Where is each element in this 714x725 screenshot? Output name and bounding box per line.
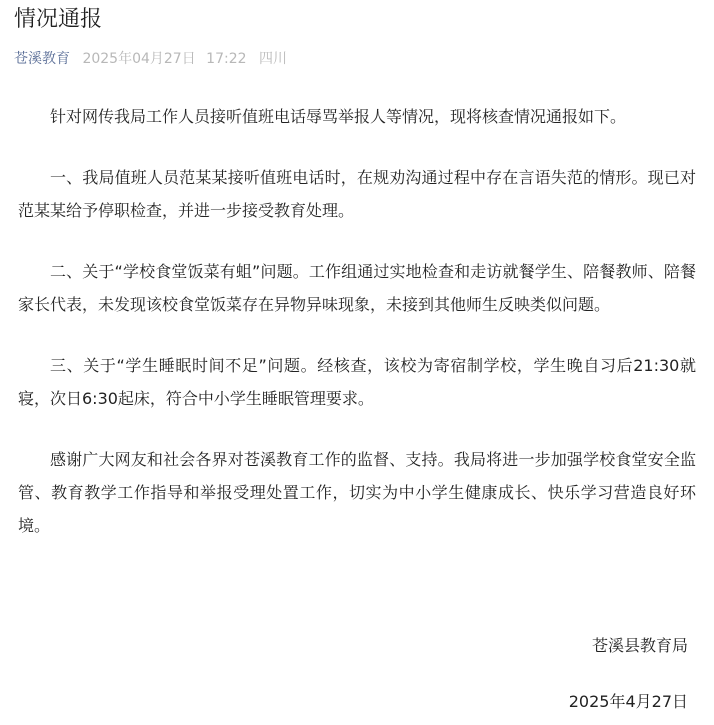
article-title: 情况通报 [14, 7, 103, 32]
account-name-link[interactable]: 苍溪教育 [14, 51, 70, 67]
publish-date: 2025年04月27日 [82, 51, 196, 67]
signature-date: 2025年4月27日 [568, 692, 688, 711]
paragraph-intro: 针对网传我局工作人员接听值班电话辱骂举报人等情况，现将核查情况通报如下。 [50, 107, 627, 126]
article-body [14, 100, 700, 542]
paragraph-item-2: 二、关于“学校食堂饭菜有蛆”问题。工作组通过实地检查和走访就餐学生、陪餐教师、陪餐家长代表，未发现该校食堂饭菜存在异物异味现象，未接到其他师生反映类似问题。 [18, 262, 696, 314]
signature-organization: 苍溪县教育局 [591, 636, 688, 655]
paragraph-item-3: 三、关于“学生睡眠时间不足”问题。经核查，该校为寄宿制学校，学生晚自习后21:30就寝，次日6:30起床，符合中小学生睡眠管理要求。 [18, 356, 696, 408]
paragraph-closing: 感谢广大网友和社会各界对苍溪教育工作的监督、支持。我局将进一步加强学校食堂安全监管、教育教学工作指导和举报受理处置工作，切实为中小学生健康成长、快乐学习营造良好环境。 [18, 450, 696, 535]
paragraph-item-1: 一、我局值班人员范某某接听值班电话时，在规劝沟通过程中存在言语失范的情形。现已对范某某给予停职检查，并进一步接受教育处理。 [18, 168, 696, 220]
publish-time: 17:22 [206, 51, 247, 67]
publish-location: 四川 [258, 51, 287, 67]
article-meta [14, 49, 700, 69]
